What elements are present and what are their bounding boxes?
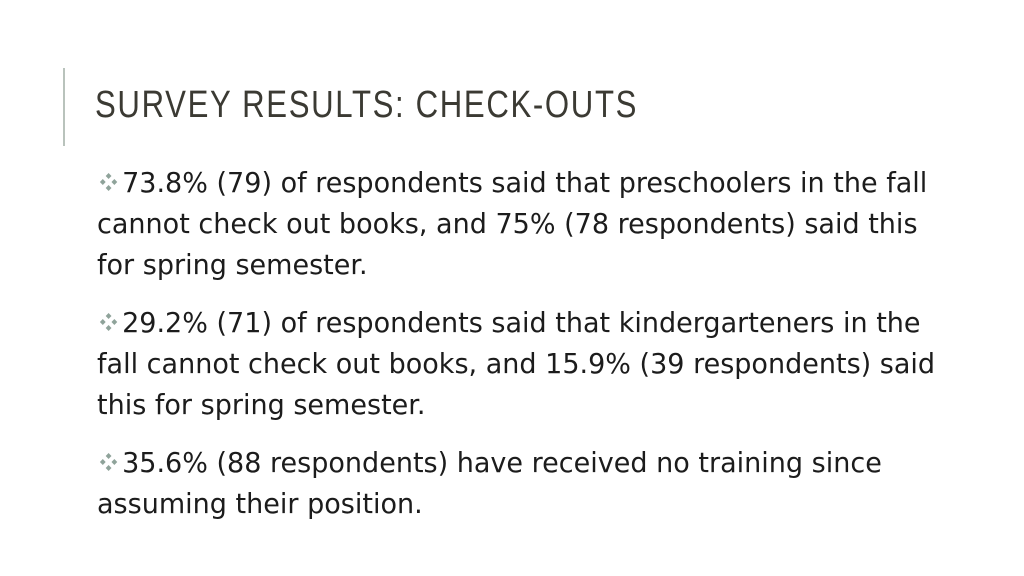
bullet-item	[97, 442, 937, 524]
diamond-dots-icon	[97, 312, 120, 332]
diamond-dots-icon	[97, 452, 120, 472]
bullet-list	[97, 162, 967, 541]
bullet-text: 29.2% (71) of respondents said that kindergarteners in the fall cannot check out books, and 15.9% (39 respondents) said this for spring semester.	[97, 306, 936, 421]
bullet-text: 35.6% (88 respondents) have received no training since assuming their position.	[97, 446, 882, 520]
title-accent-line	[63, 68, 65, 146]
bullet-item	[97, 162, 937, 285]
slide-title: SURVEY RESULTS: CHECK-OUTS	[95, 84, 639, 126]
diamond-dots-icon	[97, 172, 120, 192]
bullet-text: 73.8% (79) of respondents said that preschoolers in the fall cannot check out books, and 75% (78 respondents) said this for spring semester.	[97, 166, 928, 281]
bullet-item	[97, 302, 937, 425]
